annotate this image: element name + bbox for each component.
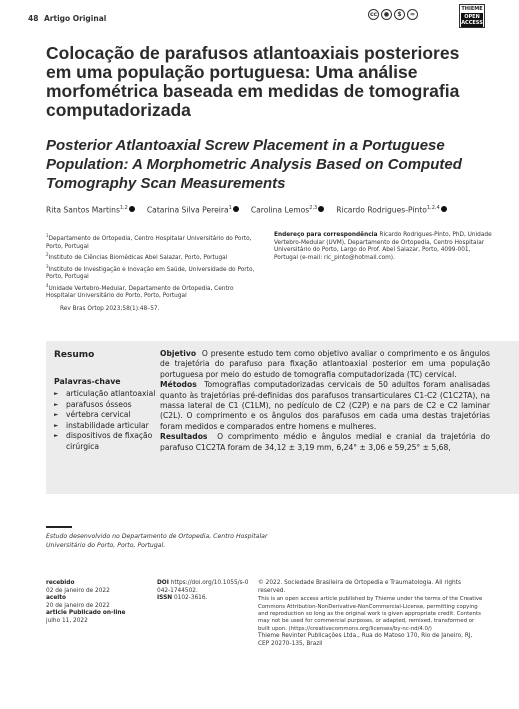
section-label: Artigo Original [44, 14, 107, 23]
affiliations [46, 232, 258, 301]
abstract-objective: Objetivo O presente estudo tem como objetivo avaliar o comprimento e os ângulos de trajetória do parafuso para fixação atlantoaxial posterior em uma população portuguesa por meio do estudo de tomografia computadorizada (TC) cervical. [160, 349, 490, 379]
abstract-results: Resultados O comprimento médio e ângulos medial e cranial da trajetória do parafuso C1C2TA foram de 34,12 ± 3,19 mm, 6,24° ± 3,06 e 59,25° ± 5,68, [160, 432, 491, 452]
license-text: This is an open access article published by Thieme under the terms of the Creative Commons Attribution-NonDerivative-NonCommercial-License, permitting copying and reproduction so long as the original work is given appropriate credit. Contents may not be used for commercial purposes, or adapted, remixed, transformed or built upon. (https://creativecommons.org/licenses/by-nc-nd/4.0/) [258, 596, 483, 632]
doi-link[interactable]: https://doi.org/10.1055/s-0042-1744502. [157, 580, 249, 594]
keywords-title: Palavras-chave [54, 377, 121, 386]
author: Catarina Silva Pereira$^1$ [147, 205, 239, 215]
badge-bottom: OPEN ACCESS [461, 14, 483, 26]
copyright: © 2022. Sociedade Brasileira de Ortopedia e Traumatologia. All rights reserved. [258, 580, 461, 594]
keyword: ► articulação atlantoaxial [54, 389, 159, 400]
article-title-english: Posterior Atlantoaxial Screw Placement in a Portuguese Population: A Morphometric Analysis Based on Computed Tomography Scan Measurements [46, 137, 462, 192]
keyword: ► vértebra cervical [54, 410, 159, 421]
correspondence-text: Ricardo Rodrigues-Pinto, PhD, Unidade Vertebro-Medular (UVM), Departamento de Ortopedia, Centro Hospitalar Universitário do Porto, Largo do Prof. Abel Salazar, Porto, 4099-001, Portugal (e-mail: ric_pinto@hotmail.com). [274, 232, 492, 261]
author: Carolina Lemos$^{2,3}$ [251, 205, 324, 215]
nd-icon: = [407, 9, 418, 20]
thieme-open-access-badge [459, 4, 485, 28]
publisher-address: Thieme Revinter Publicações Ltda., Rua do Matoso 170, Rio de Janeiro, RJ, CEP 20270-135, Brazil [258, 633, 473, 647]
footnote: Estudo desenvolvido no Departamento de Ortopedia, Centro Hospitalar Universitário do Porto, Porto, Portugal. [46, 533, 268, 549]
keyword: ► dispositivos de fixação cirúrgica [54, 431, 159, 452]
author-list [46, 205, 447, 215]
author: Rita Santos Martins$^{1,2}$ [46, 205, 135, 215]
correspondence [274, 232, 494, 262]
citation: Rev Bras Ortop 2023;58(1):48–57. [60, 306, 160, 312]
article-title-portuguese: Colocação de parafusos atlantoaxiais posteriores em uma população portuguesa: Uma análise morfométrica baseada em medidas de tomografia computadorizada [46, 43, 460, 120]
abstract-methods: Métodos Tomografias computadorizadas cervicais de 50 adultos foram analisadas quanto às trajetórias pré-definidas dos parafusos transarticulares C1-C2 (C1C2TA), na massa lateral de C1 (C1LM), no pedículo de C2 (C2P) e na pars de C2 e C2 laminar (C2L). O comprimento e os ângulos dos parafusos em cada uma destas trajetórias foram medidos e comparados entre homens e mulheres. [160, 380, 491, 431]
page-number: 48 [28, 14, 39, 23]
license-icons [368, 9, 418, 20]
orcid-icon[interactable] [233, 206, 239, 212]
affiliation: $^1$Departamento de Ortopedia, Centro Hospitalar Universitário do Porto, Porto, Portugal [46, 233, 252, 250]
nc-icon: $ [394, 9, 405, 20]
correspondence-label: Endereço para correspondência [274, 232, 378, 238]
footnote-rule [46, 526, 72, 528]
keyword: ► parafusos ósseos [54, 400, 159, 411]
abstract-text [160, 349, 490, 453]
badge-top: THIEME [461, 6, 483, 12]
copyright-column [258, 580, 483, 648]
keyword: ► instabilidade articular [54, 421, 159, 432]
cc-icon: cc [369, 11, 378, 18]
affiliation: $^2$Instituto de Ciências Biomédicas Abel Salazar, Porto, Portugal [46, 252, 228, 262]
abstract-label: Resumo [54, 350, 95, 360]
orcid-icon[interactable] [441, 206, 447, 212]
author: Ricardo Rodrigues-Pinto$^{1,2,4}$ [336, 205, 446, 215]
by-icon: ● [381, 9, 392, 20]
identifiers-column: DOI https://doi.org/10.1055/s-0042-1744502. ISSN 0102-3616. [157, 580, 249, 602]
keywords-list [54, 389, 159, 452]
affiliation: $^3$Instituto de Investigação e Inovação em Saúde, Universidade do Porto, Porto, Portugal [46, 263, 255, 281]
dates-column: recebido 02 de janeiro de 2022 aceito 20 de janeiro de 2022 article Publicado on-line julho 11, 2022 [46, 580, 126, 624]
orcid-icon[interactable] [129, 206, 135, 212]
affiliation: $^4$Unidade Vertebro-Medular, Departamento de Ortopedia, Centro Hospitalar Universitário do Porto, Porto, Portugal [46, 282, 234, 300]
orcid-icon[interactable] [318, 206, 324, 212]
